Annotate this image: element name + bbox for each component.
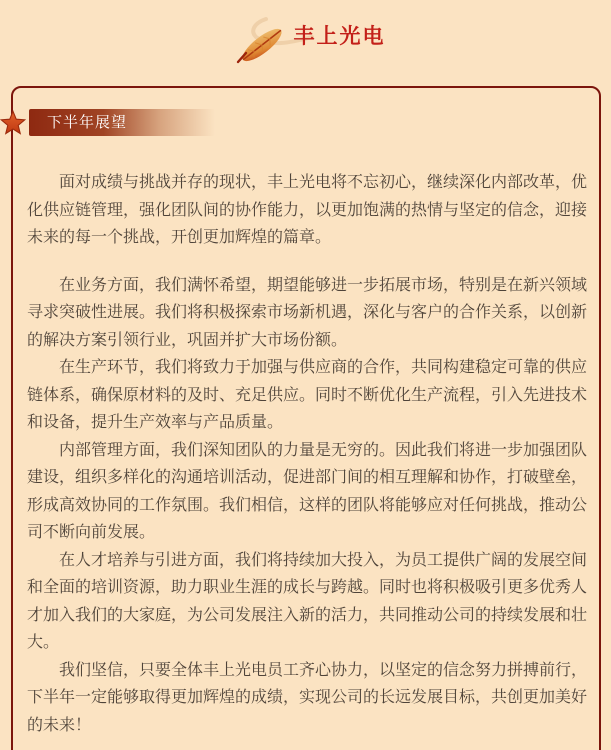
star-icon — [0, 110, 26, 136]
paragraph: 内部管理方面，我们深知团队的力量是无穷的。因此我们将进一步加强团队建设，组织多样化的沟通培训活动，促进部门间的相互理解和协作，打破壁垒，形成高效协同的工作氛围。我们相信，这样的团队将能够应对任何挑战，推动公司不断向前发展。 — [27, 441, 588, 541]
page-header — [0, 0, 611, 70]
article-body — [13, 169, 599, 739]
section-title: 下半年展望 — [47, 114, 128, 131]
paragraph: 在人才培养与引进方面，我们将持续加大投入，为员工提供广阔的发展空间和全面的培训资源，助力职业生涯的成长与跨越。同时也将积极吸引更多优秀人才加入我们的大家庭，为公司发展注入新的活力，共同推动公司的持续发展和壮大。 — [27, 551, 588, 651]
paragraph: 在业务方面，我们满怀希望，期望能够进一步拓展市场，特别是在新兴领域寻求突破性进展。我们将积极探索市场新机遇，深化与客户的合作关系，以创新的解决方案引领行业，巩固并扩大市场份额。 — [27, 276, 588, 349]
brand-title: 丰上光电 — [293, 25, 386, 48]
section-title-badge — [29, 109, 215, 136]
paragraph: 在生产环节，我们将致力于加强与供应商的合作，共同构建稳定可靠的供应链体系，确保原材料的及时、充足供应。同时不断优化生产流程，引入先进技术和设备，提升生产效率与产品质量。 — [27, 359, 588, 431]
content-card — [11, 86, 601, 750]
paragraph: 我们坚信，只要全体丰上光电员工齐心协力，以坚定的信念努力拼搏前行，下半年一定能够取得更加辉煌的成绩，实现公司的长远发展目标，共创更加美好的未来！ — [27, 661, 588, 734]
paragraph: 面对成绩与挑战并存的现状，丰上光电将不忘初心，继续深化内部改革，优化供应链管理，强化团队间的协作能力，以更加饱满的热情与坚定的信念，迎接未来的每一个挑战，开创更加辉煌的篇章。 — [27, 174, 588, 246]
